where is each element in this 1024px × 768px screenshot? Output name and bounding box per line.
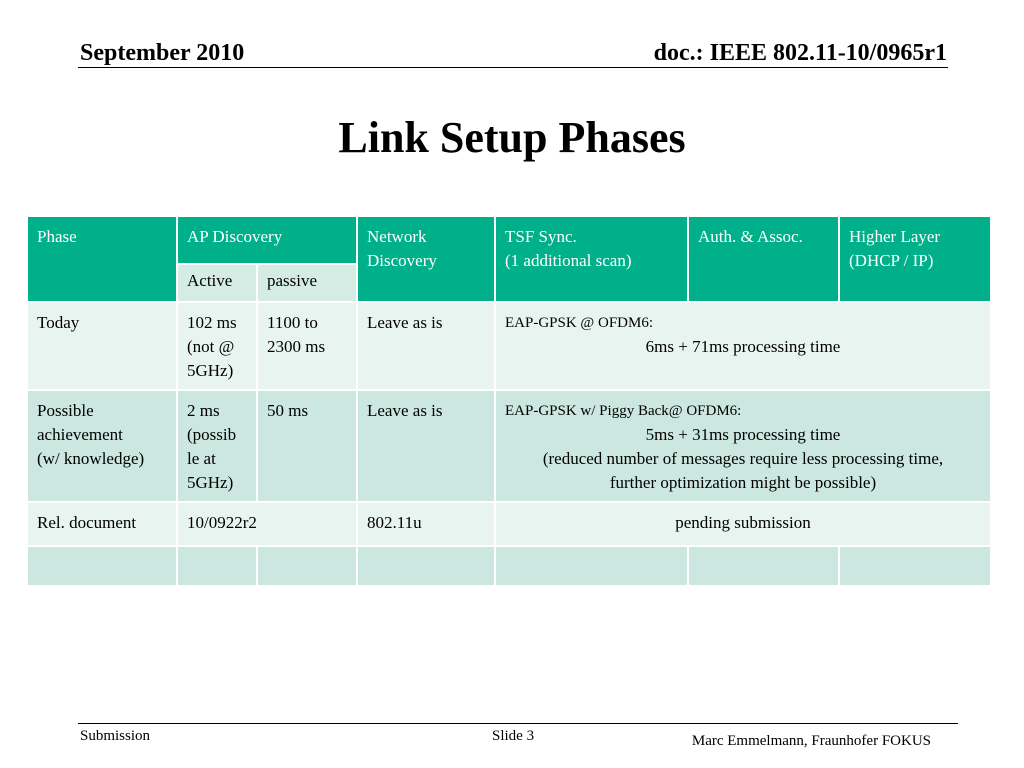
cell-empty xyxy=(357,546,495,586)
subheader-passive: passive xyxy=(257,264,357,302)
table-row-today xyxy=(27,302,991,390)
cell-empty xyxy=(257,546,357,586)
cell-empty xyxy=(177,546,257,586)
header-network-discovery: Network Discovery xyxy=(357,216,495,302)
cell-empty xyxy=(27,546,177,586)
subheader-active: Active xyxy=(177,264,257,302)
slide-title: Link Setup Phases xyxy=(338,113,686,162)
cell-today-passive: 1100 to 2300 ms xyxy=(257,302,357,390)
header-tsf-sync: TSF Sync. (1 additional scan) xyxy=(495,216,688,302)
footer-divider xyxy=(78,723,958,724)
cell-rel-network: 802.11u xyxy=(357,502,495,546)
cell-possible-passive: 50 ms xyxy=(257,390,357,502)
cell-possible-active: 2 ms (possib le at 5GHz) xyxy=(177,390,257,502)
cell-empty xyxy=(688,546,839,586)
cell-possible-label: Possible achievement (w/ knowledge) xyxy=(27,390,177,502)
header-higher-layer: Higher Layer (DHCP / IP) xyxy=(839,216,991,302)
footer-submission: Submission xyxy=(80,728,151,744)
cell-rel-label: Rel. document xyxy=(27,502,177,546)
table-header-row xyxy=(27,216,991,264)
table-row-rel-document xyxy=(27,502,991,546)
cell-today-eap: EAP-GPSK @ OFDM6: 6ms + 71ms processing time xyxy=(495,302,991,390)
header-doc-id: doc.: IEEE 802.11-10/0965r1 xyxy=(653,40,947,66)
header-auth-assoc: Auth. & Assoc. xyxy=(688,216,839,302)
table-row-possible xyxy=(27,390,991,502)
cell-possible-network: Leave as is xyxy=(357,390,495,502)
table-row-empty xyxy=(27,546,991,586)
cell-rel-rest: pending submission xyxy=(495,502,991,546)
phases-table xyxy=(26,215,992,587)
cell-today-active: 102 ms (not @ 5GHz) xyxy=(177,302,257,390)
cell-today-label: Today xyxy=(27,302,177,390)
cell-empty xyxy=(495,546,688,586)
footer-slide-number: Slide 3 xyxy=(492,728,535,744)
header-divider xyxy=(78,67,948,68)
cell-empty xyxy=(839,546,991,586)
cell-possible-eap: EAP-GPSK w/ Piggy Back@ OFDM6: 5ms + 31ms processing time (reduced number of messages require less processing time, further optimization might be possible) xyxy=(495,390,991,502)
footer-author: Marc Emmelmann, Fraunhofer FOKUS xyxy=(691,733,931,749)
header-phase: Phase xyxy=(27,216,177,302)
header-ap-discovery: AP Discovery xyxy=(177,216,357,264)
cell-today-network: Leave as is xyxy=(357,302,495,390)
header-date: September 2010 xyxy=(80,40,245,66)
cell-rel-ap: 10/0922r2 xyxy=(177,502,357,546)
